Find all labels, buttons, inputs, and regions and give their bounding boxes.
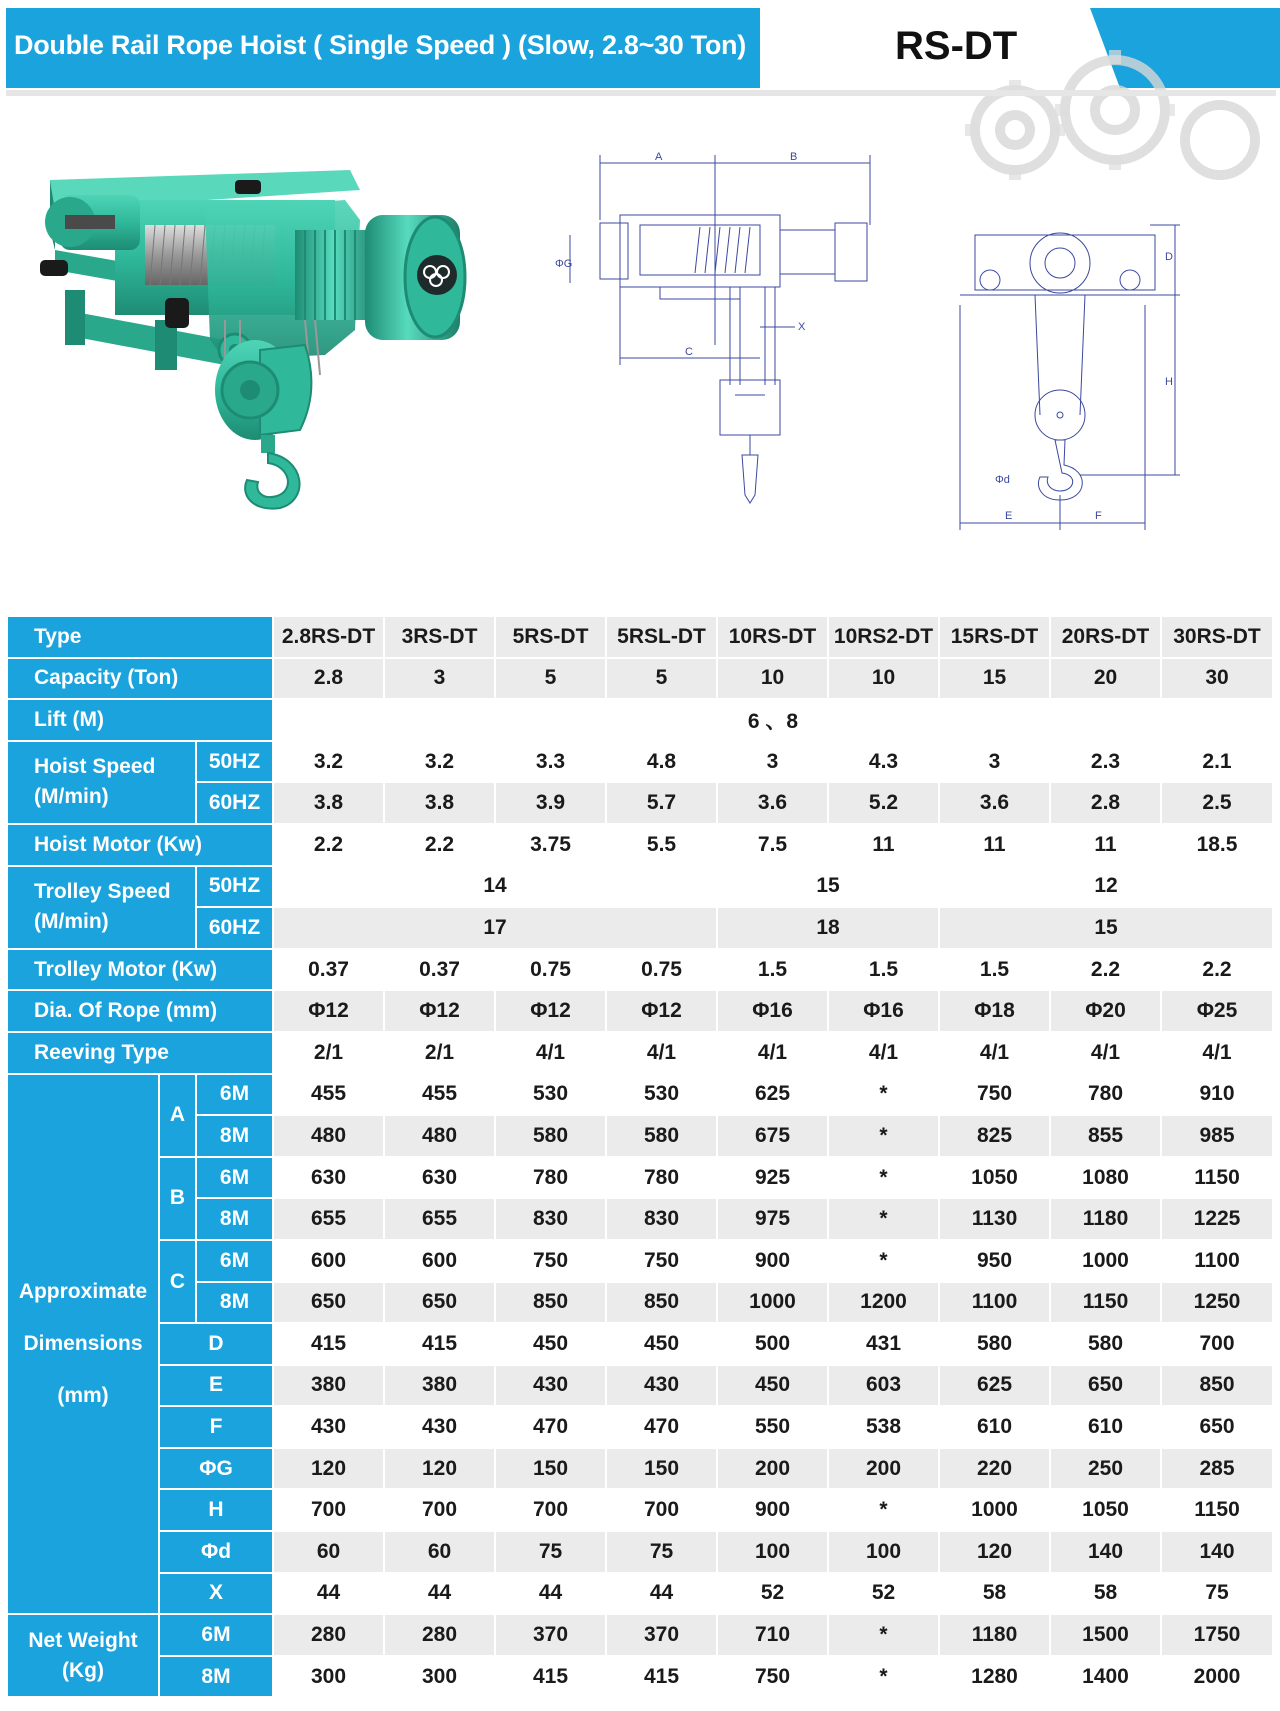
trolley-motor-cell: 1.5 [828,949,939,991]
dim-dd-cell: 75 [606,1531,717,1573]
weight-8m-cell: 300 [384,1656,495,1698]
weight-6m-cell: 370 [495,1614,606,1656]
hoist-speed-60-cell: 3.9 [495,782,606,824]
type-cell: 5RS-DT [495,616,606,658]
dim-c-6m-cell: 600 [384,1240,495,1282]
row-dim-d-small [7,1531,1273,1573]
row-dim-d [7,1323,1273,1365]
reeving-cell: 4/1 [606,1032,717,1074]
weight-6m-cell: * [828,1614,939,1656]
dim-c-8m-cell: 1200 [828,1282,939,1324]
hoist-speed-60-cell: 5.7 [606,782,717,824]
capacity-cell: 2.8 [273,658,384,700]
hoist-speed-60-cell: 3.8 [384,782,495,824]
dim-a-6m-cell: 780 [1050,1074,1161,1116]
dim-f-cell: 550 [717,1406,828,1448]
label-8m: 8M [196,1198,273,1240]
row-dim-b-8m [7,1198,1273,1240]
dim-c-6m-cell: 600 [273,1240,384,1282]
dim-a-8m-cell: 675 [717,1115,828,1157]
label-hz50: 50HZ [196,866,273,908]
hoist-speed-50-cell: 2.1 [1161,741,1273,783]
dim-a-6m-cell: 910 [1161,1074,1273,1116]
weight-6m-cell: 280 [273,1614,384,1656]
dim-b-8m-cell: 655 [384,1198,495,1240]
header-shadow [6,90,1276,96]
dim-g-cell: 120 [273,1448,384,1490]
label-capacity: Capacity (Ton) [7,658,273,700]
label-dim-f: F [159,1406,273,1448]
hoist-speed-60-cell: 2.8 [1050,782,1161,824]
dim-c-6m-cell: 750 [495,1240,606,1282]
row-dim-a-6m [7,1074,1273,1116]
trolley-speed-50-cell: 14 [273,866,717,908]
dim-a-8m-cell: * [828,1115,939,1157]
dim-a-8m-cell: 580 [606,1115,717,1157]
row-reeving [7,1032,1273,1074]
dim-g-cell: 250 [1050,1448,1161,1490]
dim-x-cell: 75 [1161,1573,1273,1615]
dim-d-cell: 700 [1161,1323,1273,1365]
label-8m: 8M [196,1282,273,1324]
weight-8m-cell: 415 [495,1656,606,1698]
row-dim-c-8m [7,1282,1273,1324]
label-dim-x: X [159,1573,273,1615]
trolley-motor-cell: 1.5 [939,949,1050,991]
label-type: Type [7,616,273,658]
row-dim-f [7,1406,1273,1448]
dim-b-6m-cell: 630 [384,1157,495,1199]
dim-dd-cell: 140 [1050,1531,1161,1573]
reeving-cell: 2/1 [384,1032,495,1074]
row-weight-6m [7,1614,1273,1656]
rope-cell: Φ20 [1050,990,1161,1032]
dim-c-8m-cell: 1000 [717,1282,828,1324]
dim-e-cell: 603 [828,1365,939,1407]
dim-d-cell: 580 [1050,1323,1161,1365]
dim-h-cell: 1150 [1161,1489,1273,1531]
row-dim-b-6m [7,1157,1273,1199]
weight-6m-cell: 1500 [1050,1614,1161,1656]
label-6m: 6M [196,1240,273,1282]
label-8m: 8M [159,1656,273,1698]
dim-a-8m-cell: 480 [384,1115,495,1157]
dim-e-cell: 450 [717,1365,828,1407]
label-dim-a: A [159,1074,196,1157]
capacity-cell: 5 [606,658,717,700]
dim-a-8m-cell: 825 [939,1115,1050,1157]
dim-f-cell: 538 [828,1406,939,1448]
row-lift [7,699,1273,741]
trolley-speed-60-cell: 18 [717,907,939,949]
dim-f-cell: 430 [384,1406,495,1448]
dim-e-cell: 430 [606,1365,717,1407]
label-dim-dd: Φd [159,1531,273,1573]
trolley-speed-60-cell: 17 [273,907,717,949]
dim-e-cell: 380 [384,1365,495,1407]
hoist-speed-50-cell: 3.3 [495,741,606,783]
dim-label-dd: Φd [995,474,1010,486]
dim-h-cell: 1050 [1050,1489,1161,1531]
trolley-motor-cell: 0.37 [384,949,495,991]
rope-cell: Φ25 [1161,990,1273,1032]
dim-b-8m-cell: 830 [606,1198,717,1240]
dim-e-cell: 430 [495,1365,606,1407]
rope-cell: Φ12 [273,990,384,1032]
dim-b-6m-cell: 1080 [1050,1157,1161,1199]
gear-watermark-icon [945,30,1280,190]
hoist-speed-50-cell: 4.8 [606,741,717,783]
label-dim-b: B [159,1157,196,1240]
row-hoist-speed-50 [7,741,1273,783]
reeving-cell: 4/1 [1161,1032,1273,1074]
row-dim-e [7,1365,1273,1407]
dim-x-cell: 58 [1050,1573,1161,1615]
dim-b-8m-cell: 1180 [1050,1198,1161,1240]
dim-e-cell: 850 [1161,1365,1273,1407]
dim-f-cell: 650 [1161,1406,1273,1448]
capacity-cell: 15 [939,658,1050,700]
type-cell: 10RS-DT [717,616,828,658]
reeving-cell: 4/1 [939,1032,1050,1074]
spec-table [6,615,1274,1698]
label-6m: 6M [196,1157,273,1199]
rope-cell: Φ16 [717,990,828,1032]
type-cell: 3RS-DT [384,616,495,658]
hoist-speed-50-cell: 2.3 [1050,741,1161,783]
rope-cell: Φ18 [939,990,1050,1032]
dim-d-cell: 580 [939,1323,1050,1365]
hoist-motor-cell: 2.2 [384,824,495,866]
row-dim-x [7,1573,1273,1615]
weight-6m-cell: 1750 [1161,1614,1273,1656]
dim-a-6m-cell: * [828,1074,939,1116]
dim-h-cell: 700 [495,1489,606,1531]
dim-b-6m-cell: 1050 [939,1157,1050,1199]
dim-g-cell: 285 [1161,1448,1273,1490]
label-hz60: 60HZ [196,907,273,949]
weight-8m-cell: 300 [273,1656,384,1698]
dim-f-cell: 610 [939,1406,1050,1448]
page-title: Double Rail Rope Hoist ( Single Speed ) (Slow, 2.8~30 Ton) [14,30,746,60]
hoist-motor-cell: 11 [939,824,1050,866]
hoist-speed-60-cell: 3.8 [273,782,384,824]
trolley-motor-cell: 0.37 [273,949,384,991]
dim-label-e: E [1005,510,1013,522]
label-reeving: Reeving Type [7,1032,273,1074]
type-cell: 20RS-DT [1050,616,1161,658]
hoist-speed-50-cell: 3 [717,741,828,783]
dim-b-8m-cell: 975 [717,1198,828,1240]
dim-label-a: A [655,151,663,163]
weight-6m-cell: 710 [717,1614,828,1656]
weight-6m-cell: 370 [606,1614,717,1656]
hoist-motor-cell: 5.5 [606,824,717,866]
dim-h-cell: 1000 [939,1489,1050,1531]
rope-cell: Φ12 [495,990,606,1032]
dim-e-cell: 380 [273,1365,384,1407]
reeving-cell: 2/1 [273,1032,384,1074]
lift-cell: 6 、8 [273,699,1273,741]
capacity-cell: 5 [495,658,606,700]
capacity-cell: 10 [717,658,828,700]
trolley-speed-50-cell: 12 [939,866,1273,908]
dim-b-6m-cell: 780 [606,1157,717,1199]
dim-b-8m-cell: 1225 [1161,1198,1273,1240]
dim-a-8m-cell: 855 [1050,1115,1161,1157]
dim-x-cell: 52 [828,1573,939,1615]
row-type [7,616,1273,658]
hoist-speed-60-cell: 5.2 [828,782,939,824]
dim-d-cell: 450 [606,1323,717,1365]
dim-label-h: H [1165,376,1173,388]
side-view-drawing [555,151,945,535]
weight-8m-cell: 2000 [1161,1656,1273,1698]
dim-h-cell: 700 [384,1489,495,1531]
reeving-cell: 4/1 [828,1032,939,1074]
hoist-motor-cell: 2.2 [273,824,384,866]
dim-f-cell: 610 [1050,1406,1161,1448]
type-cell: 5RSL-DT [606,616,717,658]
dim-a-6m-cell: 625 [717,1074,828,1116]
dim-a-6m-cell: 530 [495,1074,606,1116]
dim-g-cell: 220 [939,1448,1050,1490]
dim-b-6m-cell: 925 [717,1157,828,1199]
dim-dd-cell: 60 [273,1531,384,1573]
dim-c-6m-cell: 750 [606,1240,717,1282]
weight-8m-cell: 750 [717,1656,828,1698]
dim-dd-cell: 120 [939,1531,1050,1573]
row-rope [7,990,1273,1032]
dim-x-cell: 58 [939,1573,1050,1615]
dim-h-cell: 700 [273,1489,384,1531]
label-lift: Lift (M) [7,699,273,741]
label-hz50: 50HZ [196,741,273,783]
dim-x-cell: 44 [606,1573,717,1615]
dim-c-6m-cell: 900 [717,1240,828,1282]
row-trolley-speed-60 [7,907,1273,949]
hoist-motor-cell: 18.5 [1161,824,1273,866]
dim-c-6m-cell: * [828,1240,939,1282]
dim-g-cell: 200 [717,1448,828,1490]
type-cell: 10RS2-DT [828,616,939,658]
dim-c-6m-cell: 1100 [1161,1240,1273,1282]
trolley-motor-cell: 2.2 [1161,949,1273,991]
label-trolley-motor: Trolley Motor (Kw) [7,949,273,991]
dim-c-8m-cell: 650 [273,1282,384,1324]
dim-b-6m-cell: 630 [273,1157,384,1199]
label-6m: 6M [196,1074,273,1116]
hoist-speed-60-cell: 2.5 [1161,782,1273,824]
row-trolley-motor [7,949,1273,991]
dim-c-6m-cell: 950 [939,1240,1050,1282]
capacity-cell: 10 [828,658,939,700]
label-dim-h: H [159,1489,273,1531]
trolley-motor-cell: 1.5 [717,949,828,991]
trolley-speed-50-cell: 15 [717,866,939,908]
trolley-speed-60-cell: 15 [939,907,1273,949]
dim-f-cell: 430 [273,1406,384,1448]
capacity-cell: 3 [384,658,495,700]
dim-label-g: ΦG [555,258,573,270]
weight-8m-cell: 415 [606,1656,717,1698]
dim-b-6m-cell: 1150 [1161,1157,1273,1199]
dim-label-b: B [790,151,798,163]
dim-b-6m-cell: 780 [495,1157,606,1199]
hoist-photo [25,140,525,580]
reeving-cell: 4/1 [1050,1032,1161,1074]
label-net-weight: Net Weight (Kg) [7,1614,159,1697]
dim-dd-cell: 100 [828,1531,939,1573]
hoist-motor-cell: 11 [828,824,939,866]
label-rope: Dia. Of Rope (mm) [7,990,273,1032]
hoist-speed-50-cell: 3 [939,741,1050,783]
reeving-cell: 4/1 [495,1032,606,1074]
dim-f-cell: 470 [606,1406,717,1448]
hoist-speed-50-cell: 3.2 [273,741,384,783]
dim-d-cell: 415 [384,1323,495,1365]
label-hz60: 60HZ [196,782,273,824]
dim-label-x: X [798,321,806,333]
hoist-motor-cell: 11 [1050,824,1161,866]
hoist-speed-50-cell: 3.2 [384,741,495,783]
dim-e-cell: 650 [1050,1365,1161,1407]
weight-8m-cell: * [828,1656,939,1698]
dim-d-cell: 415 [273,1323,384,1365]
label-dim-g: ΦG [159,1448,273,1490]
dim-x-cell: 44 [273,1573,384,1615]
rope-cell: Φ12 [606,990,717,1032]
dim-d-cell: 500 [717,1323,828,1365]
rope-cell: Φ16 [828,990,939,1032]
dim-h-cell: * [828,1489,939,1531]
row-dim-g [7,1448,1273,1490]
front-view-drawing [960,225,1185,580]
dim-a-6m-cell: 530 [606,1074,717,1116]
hoist-motor-cell: 3.75 [495,824,606,866]
dim-x-cell: 44 [384,1573,495,1615]
row-weight-8m [7,1656,1273,1698]
dim-h-cell: 900 [717,1489,828,1531]
capacity-cell: 30 [1161,658,1273,700]
label-dimensions: Approximate Dimensions (mm) [7,1074,159,1615]
reeving-cell: 4/1 [717,1032,828,1074]
dim-b-8m-cell: * [828,1198,939,1240]
rope-cell: Φ12 [384,990,495,1032]
dim-b-8m-cell: 830 [495,1198,606,1240]
row-trolley-speed-50 [7,866,1273,908]
dim-g-cell: 120 [384,1448,495,1490]
dim-c-8m-cell: 1100 [939,1282,1050,1324]
dim-d-cell: 431 [828,1323,939,1365]
row-hoist-motor [7,824,1273,866]
dim-b-8m-cell: 1130 [939,1198,1050,1240]
label-dim-d: D [159,1323,273,1365]
dim-a-8m-cell: 985 [1161,1115,1273,1157]
type-cell: 2.8RS-DT [273,616,384,658]
model-code: RS-DT [895,24,1018,68]
label-hoist-motor: Hoist Motor (Kw) [7,824,273,866]
dim-e-cell: 625 [939,1365,1050,1407]
trolley-motor-cell: 0.75 [606,949,717,991]
weight-8m-cell: 1280 [939,1656,1050,1698]
dim-label-c: C [685,346,693,358]
dim-c-8m-cell: 850 [606,1282,717,1324]
weight-6m-cell: 1180 [939,1614,1050,1656]
dim-c-8m-cell: 850 [495,1282,606,1324]
row-dim-a-8m [7,1115,1273,1157]
dim-d-cell: 450 [495,1323,606,1365]
dim-x-cell: 52 [717,1573,828,1615]
dim-dd-cell: 100 [717,1531,828,1573]
dim-c-8m-cell: 650 [384,1282,495,1324]
dim-c-6m-cell: 1000 [1050,1240,1161,1282]
dim-b-8m-cell: 655 [273,1198,384,1240]
dim-a-6m-cell: 455 [273,1074,384,1116]
dim-g-cell: 200 [828,1448,939,1490]
trolley-motor-cell: 2.2 [1050,949,1161,991]
label-6m: 6M [159,1614,273,1656]
label-8m: 8M [196,1115,273,1157]
hoist-speed-60-cell: 3.6 [939,782,1050,824]
dim-a-6m-cell: 455 [384,1074,495,1116]
type-cell: 30RS-DT [1161,616,1273,658]
dim-b-6m-cell: * [828,1157,939,1199]
dim-a-8m-cell: 580 [495,1115,606,1157]
dim-c-8m-cell: 1150 [1050,1282,1161,1324]
row-hoist-speed-60 [7,782,1273,824]
label-dim-e: E [159,1365,273,1407]
label-hoist-speed: Hoist Speed (M/min) [7,741,196,824]
dim-g-cell: 150 [606,1448,717,1490]
dim-dd-cell: 140 [1161,1531,1273,1573]
dim-a-6m-cell: 750 [939,1074,1050,1116]
dim-c-8m-cell: 1250 [1161,1282,1273,1324]
header [0,0,1280,100]
hoist-speed-60-cell: 3.6 [717,782,828,824]
dim-h-cell: 700 [606,1489,717,1531]
label-trolley-speed: Trolley Speed (M/min) [7,866,196,949]
trolley-motor-cell: 0.75 [495,949,606,991]
weight-8m-cell: 1400 [1050,1656,1161,1698]
dim-g-cell: 150 [495,1448,606,1490]
row-capacity [7,658,1273,700]
weight-6m-cell: 280 [384,1614,495,1656]
dim-f-cell: 470 [495,1406,606,1448]
label-dim-c: C [159,1240,196,1323]
dim-a-8m-cell: 480 [273,1115,384,1157]
dim-label-d: D [1165,251,1173,263]
row-dim-h [7,1489,1273,1531]
capacity-cell: 20 [1050,658,1161,700]
type-cell: 15RS-DT [939,616,1050,658]
hoist-speed-50-cell: 4.3 [828,741,939,783]
row-dim-c-6m [7,1240,1273,1282]
dim-label-f: F [1095,510,1102,522]
dim-dd-cell: 75 [495,1531,606,1573]
hoist-motor-cell: 7.5 [717,824,828,866]
dim-x-cell: 44 [495,1573,606,1615]
dim-dd-cell: 60 [384,1531,495,1573]
